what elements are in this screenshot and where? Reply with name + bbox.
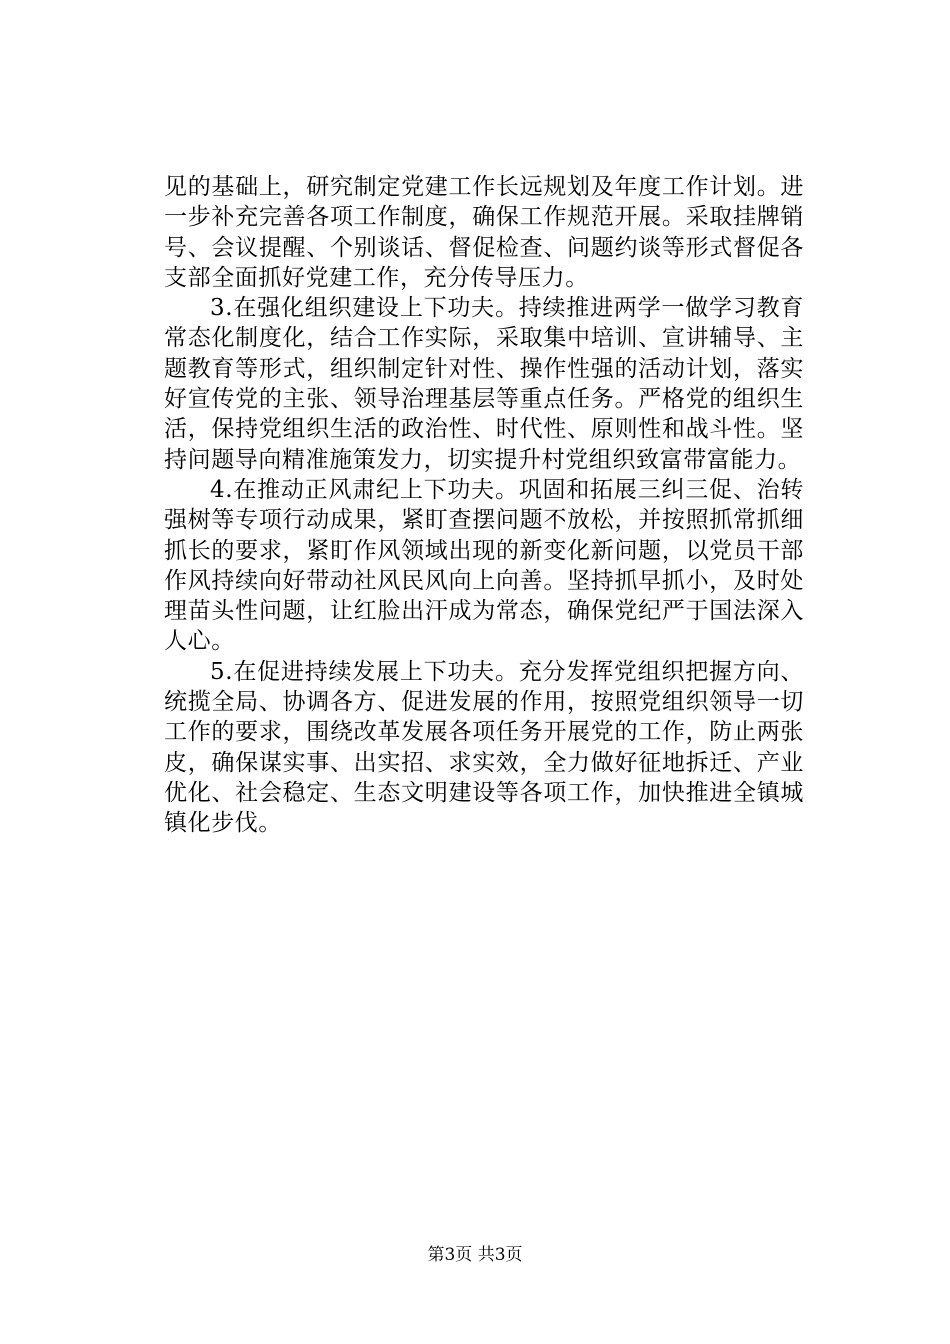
paragraph-continuation: 见的基础上，研究制定党建工作长远规划及年度工作计划。进一步补充完善各项工作制度，确保工作规范开展。采取挂牌销号、会议提醒、个别谈话、督促检查、问题约谈等形式督促各支部全面抓好党建工作，充分传导压力。 — [164, 174, 804, 291]
page-footer: 第3页 共3页 — [427, 1245, 523, 1265]
document-body — [164, 172, 804, 839]
paragraph-item-4: 4.在推动正风肃纪上下功夫。巩固和拓展三纠三促、治转强树等专项行动成果，紧盯查摆问题不放松，并按照抓常抓细抓长的要求，紧盯作风领域出现的新变化新问题，以党员干部作风持续向好带动社风民风向上向善。坚持抓早抓小，及时处理苗头性问题，让红脸出汗成为常态，确保党纪严于国法深入人心。 — [164, 476, 804, 655]
paragraph-item-3: 3.在强化组织建设上下功夫。持续推进两学一做学习教育常态化制度化，结合工作实际，采取集中培训、宣讲辅导、主题教育等形式，组织制定针对性、操作性强的活动计划，落实好宣传党的主张、领导治理基层等重点任务。严格党的组织生活，保持党组织生活的政治性、时代性、原则性和战斗性。坚持问题导向精准施策发力，切实提升村党组织致富带富能力。 — [164, 295, 804, 473]
paragraph-item-5: 5.在促进持续发展上下功夫。充分发挥党组织把握方向、统揽全局、协调各方、促进发展的作用，按照党组织领导一切工作的要求，围绕改革发展各项任务开展党的工作，防止两张皮，确保谋实事、出实招、求实效，全力做好征地拆迁、产业优化、社会稳定、生态文明建设等各项工作，加快推进全镇城镇化步伐。 — [164, 658, 804, 837]
